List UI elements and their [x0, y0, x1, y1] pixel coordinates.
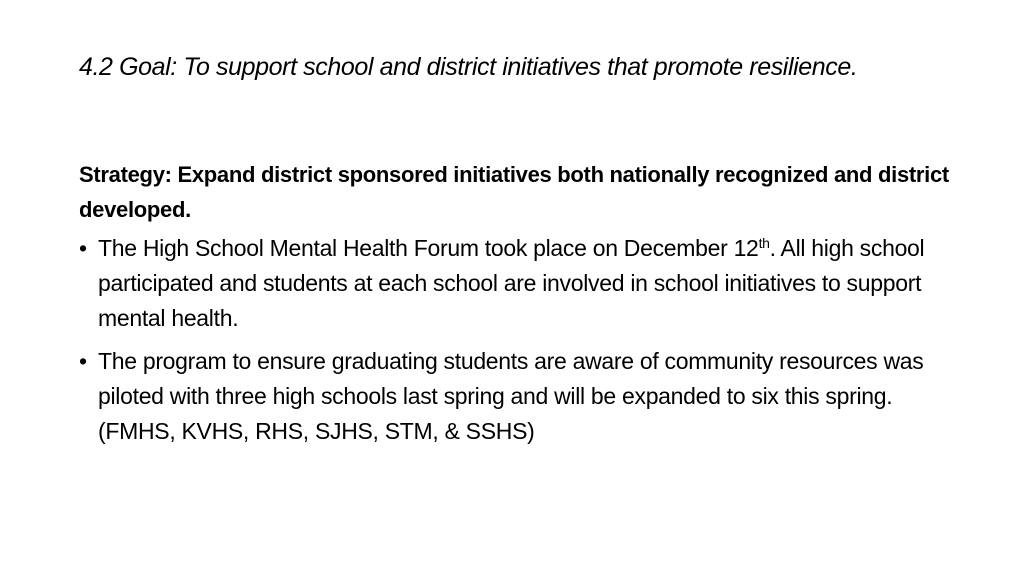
bullet-list: [79, 231, 959, 449]
bullet-dot-icon: •: [79, 235, 87, 261]
strategy-heading: Strategy: Expand district sponsored initiatives both nationally recognized and district developed.: [79, 162, 949, 222]
bullet-item-program: [79, 344, 959, 449]
bullet-forum-text: The High School Mental Health Forum took place on December 12: [98, 235, 759, 261]
bullet-dot-icon: •: [79, 348, 87, 374]
ordinal-suffix: th: [758, 235, 770, 251]
bullet-item-forum: [79, 231, 959, 336]
slide-body: [79, 157, 959, 457]
bullet-program-text: The program to ensure graduating students are aware of community resources was piloted with three high schools last spring and will be expanded to six this spring. (FMHS, KVHS, RHS, SJHS, STM, & SSHS): [98, 348, 924, 444]
slide-title: 4.2 Goal: To support school and district initiatives that promote resilience.: [79, 53, 858, 81]
bullet-forum-text-cont: . All high school participated and students at each school are involved in school initiatives to support mental health.: [98, 235, 925, 331]
